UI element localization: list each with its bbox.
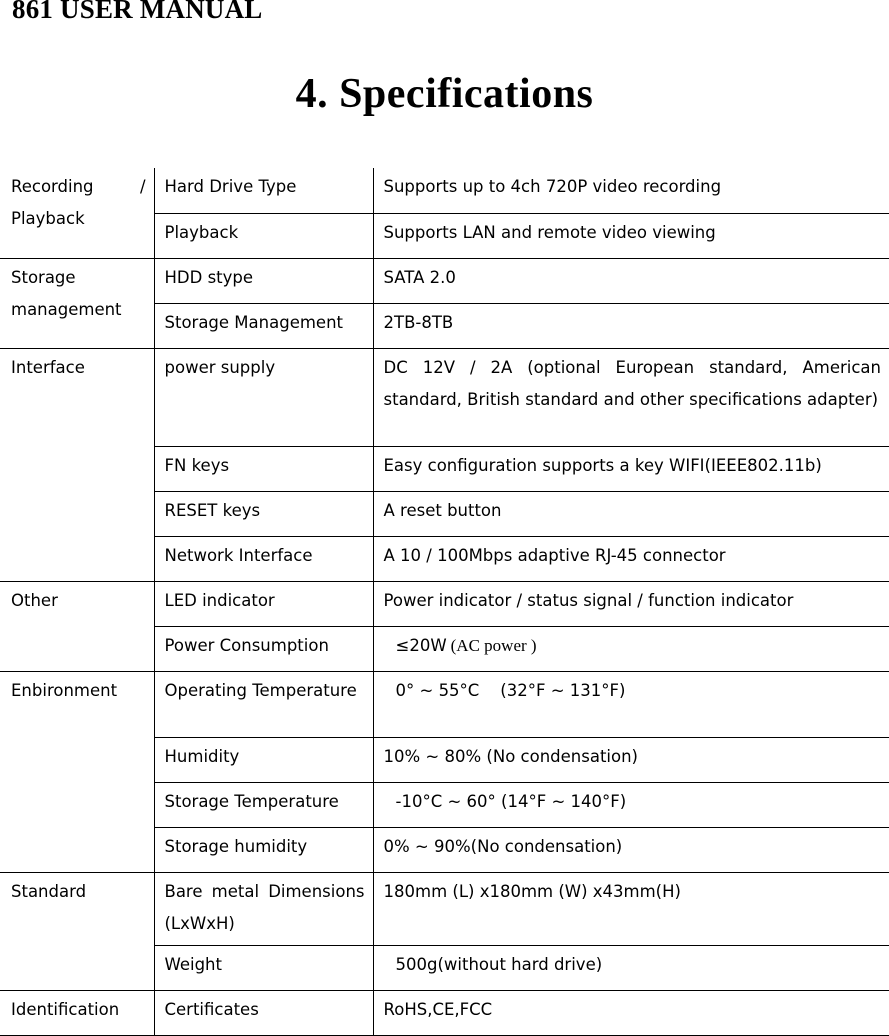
spec-value: Power indicator / status signal / function indicator [373, 581, 889, 626]
spec-label: FN keys [154, 446, 373, 491]
category-identification: Identification [0, 990, 154, 1035]
category-recording: Recording / Playback [0, 168, 154, 258]
spec-label: Certificates [154, 990, 373, 1035]
spec-label: Storage Temperature [154, 782, 373, 827]
spec-label: Bare metal Dimensions (LxWxH) [154, 872, 373, 945]
spec-label: power supply [154, 348, 373, 446]
spec-value: A reset button [373, 491, 889, 536]
spec-value-cell [373, 782, 889, 827]
page-title: 4. Specifications [295, 71, 594, 117]
table-row [0, 581, 889, 626]
spec-value: -10°C ~ 60° (14°F ~ 140°F) [395, 791, 627, 811]
spec-value: 0% ~ 90%(No condensation) [373, 827, 889, 872]
power-consumption-value: ≤20W [395, 635, 447, 655]
spec-value: 10% ~ 80% (No condensation) [373, 737, 889, 782]
power-consumption-note: (AC power ) [450, 635, 537, 655]
spec-value: DC 12V / 2A (optional European standard, American standard, British standard and other specifications adapter) [373, 348, 889, 446]
spec-value: Supports up to 4ch 720P video recording [373, 168, 889, 213]
table-row [0, 990, 889, 1035]
category-storage: Storage management [0, 258, 154, 348]
spec-value: 180mm (L) x180mm (W) x43mm(H) [373, 872, 889, 945]
category-other: Other [0, 581, 154, 671]
spec-label: LED indicator [154, 581, 373, 626]
spec-label: RESET keys [154, 491, 373, 536]
spec-value: SATA 2.0 [373, 258, 889, 303]
manual-header: 861 USER MANUAL [12, 0, 263, 24]
spec-value: 0° ~ 55°C (32°F ~ 131°F) [395, 680, 626, 700]
table-row [0, 872, 889, 945]
spec-label: Weight [154, 945, 373, 990]
spec-value-cell [373, 945, 889, 990]
spec-value: RoHS,CE,FCC [373, 990, 889, 1035]
spec-value: 500g(without hard drive) [395, 954, 603, 974]
spec-label: HDD stype [154, 258, 373, 303]
table-row [0, 348, 889, 446]
spec-value: 2TB-8TB [373, 303, 889, 348]
spec-label: Hard Drive Type [154, 168, 373, 213]
specifications-table [0, 168, 889, 1036]
spec-value-cell [373, 671, 889, 737]
spec-value: Supports LAN and remote video viewing [373, 213, 889, 258]
category-environment: Enbironment [0, 671, 154, 872]
table-row [0, 168, 889, 213]
spec-label: Operating Temperature [154, 671, 373, 737]
spec-label: Playback [154, 213, 373, 258]
spec-label: Storage humidity [154, 827, 373, 872]
spec-label: Power Consumption [154, 626, 373, 671]
category-interface: Interface [0, 348, 154, 581]
spec-value: A 10 / 100Mbps adaptive RJ-45 connector [373, 536, 889, 581]
category-standard: Standard [0, 872, 154, 990]
spec-value-cell [373, 626, 889, 671]
spec-label: Network Interface [154, 536, 373, 581]
spec-value: Easy configuration supports a key WIFI(IEEE802.11b) [373, 446, 889, 491]
table-row [0, 258, 889, 303]
spec-label: Humidity [154, 737, 373, 782]
spec-label: Storage Management [154, 303, 373, 348]
table-row [0, 671, 889, 737]
